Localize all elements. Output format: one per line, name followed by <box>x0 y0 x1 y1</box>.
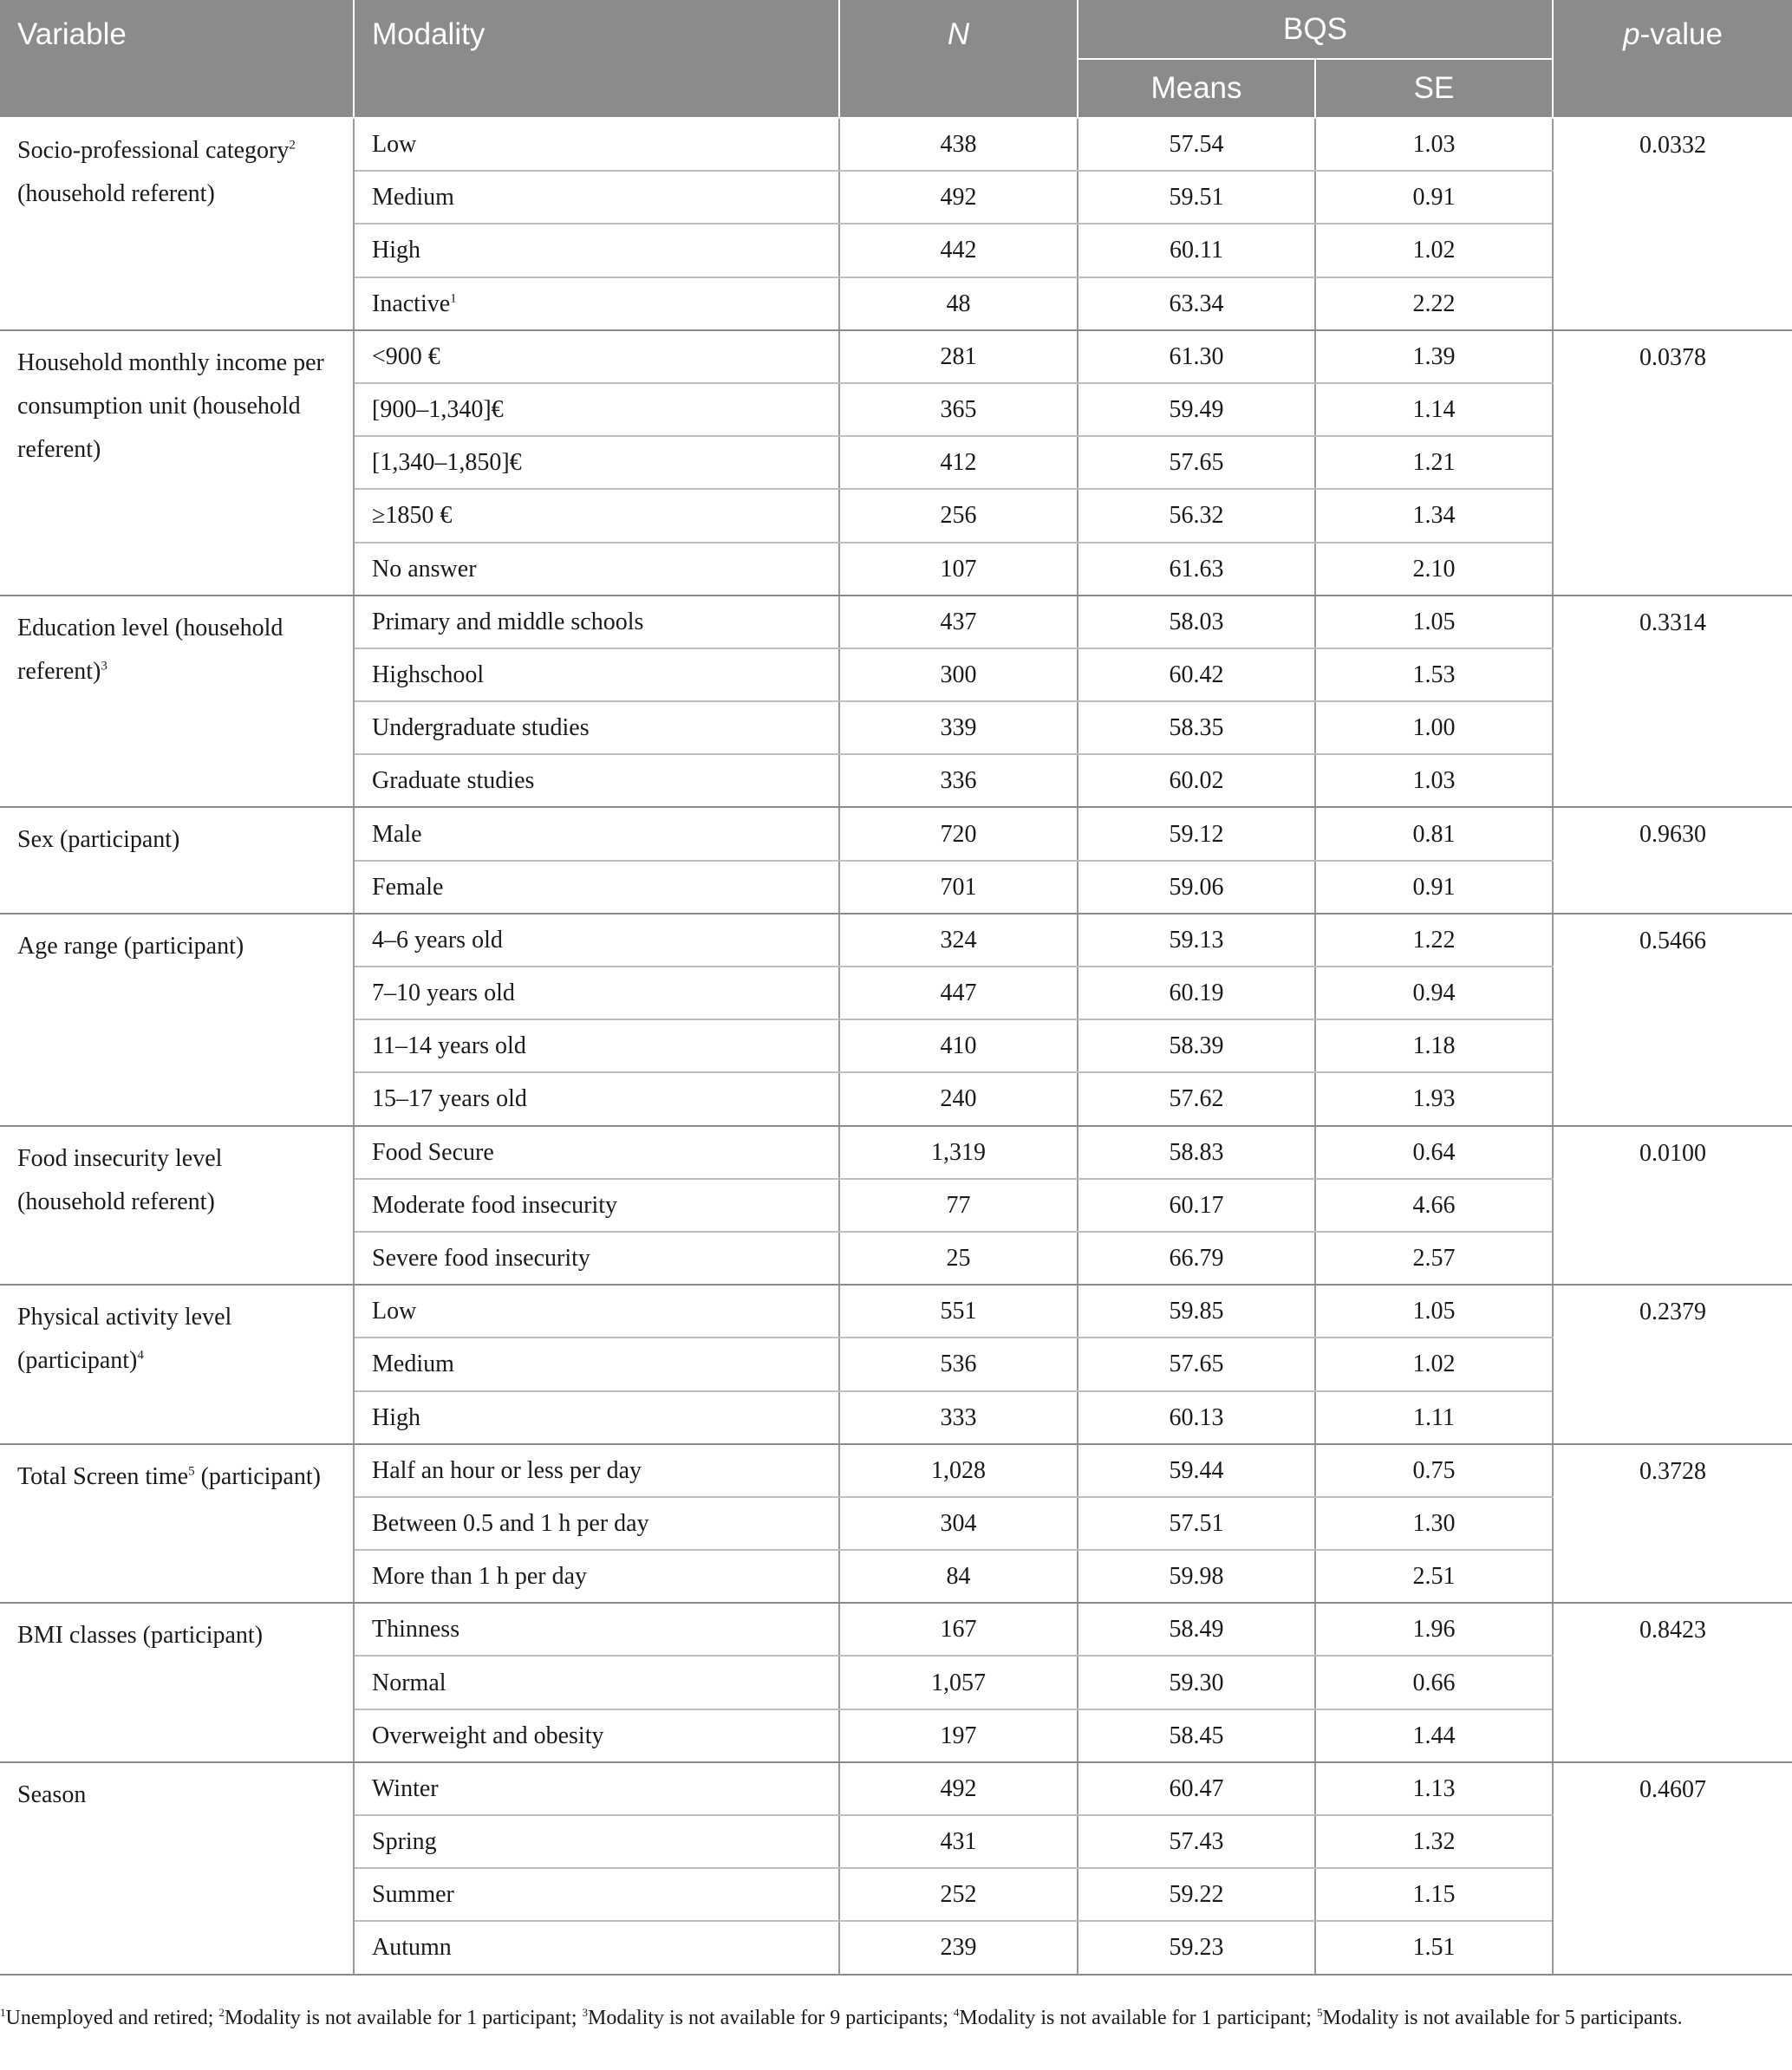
table-row <box>0 118 1792 171</box>
table-row <box>0 1444 1792 1497</box>
se-cell: 0.94 <box>1315 967 1553 1019</box>
se-cell: 0.66 <box>1315 1656 1553 1709</box>
variable-cell <box>0 596 354 808</box>
se-cell: 1.14 <box>1315 383 1553 436</box>
modality-cell <box>354 1868 839 1921</box>
mean-cell: 59.85 <box>1078 1285 1315 1338</box>
p-value-cell: 0.4607 <box>1553 1762 1792 1975</box>
variable-label-tail: (household referent) <box>17 180 215 207</box>
modality-cell <box>354 277 839 330</box>
modality-label: High <box>372 1403 420 1431</box>
se-cell: 1.51 <box>1315 1921 1553 1974</box>
modality-label: 4–6 years old <box>372 926 503 954</box>
table-row <box>0 914 1792 967</box>
modality-cell <box>354 1179 839 1232</box>
modality-cell <box>354 914 839 967</box>
n-cell: 324 <box>839 914 1078 967</box>
modality-cell <box>354 436 839 489</box>
variable-cell <box>0 1603 354 1762</box>
footnote-marker: 4 <box>953 2006 960 2019</box>
mean-cell: 66.79 <box>1078 1232 1315 1285</box>
table-row <box>0 1762 1792 1815</box>
mean-cell: 59.22 <box>1078 1868 1315 1921</box>
footnote-marker: 1 <box>0 2006 6 2019</box>
mean-cell: 58.49 <box>1078 1603 1315 1656</box>
header-n: N <box>839 0 1078 118</box>
variable-label: Total Screen time <box>17 1462 189 1490</box>
n-cell: 167 <box>839 1603 1078 1656</box>
mean-cell: 58.45 <box>1078 1709 1315 1762</box>
se-cell: 2.10 <box>1315 543 1553 596</box>
mean-cell: 58.35 <box>1078 701 1315 754</box>
mean-cell: 56.32 <box>1078 489 1315 542</box>
mean-cell: 60.42 <box>1078 648 1315 701</box>
table-body <box>0 118 1792 1975</box>
modality-cell <box>354 1072 839 1125</box>
modality-cell <box>354 1762 839 1815</box>
n-cell: 25 <box>839 1232 1078 1285</box>
mean-cell: 59.13 <box>1078 914 1315 967</box>
modality-label: Primary and middle schools <box>372 608 644 635</box>
se-cell: 2.57 <box>1315 1232 1553 1285</box>
modality-label: Half an hour or less per day <box>372 1456 642 1484</box>
mean-cell: 58.83 <box>1078 1126 1315 1179</box>
table-row <box>0 1603 1792 1656</box>
se-cell: 0.91 <box>1315 861 1553 914</box>
footnote-text: Modality is not available for 1 participant; <box>959 2007 1317 2029</box>
se-cell: 1.13 <box>1315 1762 1553 1815</box>
modality-cell <box>354 330 839 383</box>
modality-label: Food Secure <box>372 1138 494 1166</box>
header-se: SE <box>1315 59 1553 118</box>
mean-cell: 57.54 <box>1078 118 1315 171</box>
modality-label: Normal <box>372 1669 446 1696</box>
modality-label: 11–14 years old <box>372 1032 526 1060</box>
mean-cell: 59.30 <box>1078 1656 1315 1709</box>
n-cell: 492 <box>839 1762 1078 1815</box>
n-cell: 240 <box>839 1072 1078 1125</box>
modality-cell <box>354 701 839 754</box>
footnote-text: Unemployed and retired; <box>5 2007 219 2029</box>
mean-cell: 59.98 <box>1078 1550 1315 1603</box>
p-value-cell: 0.2379 <box>1553 1285 1792 1444</box>
modality-label: Highschool <box>372 661 485 688</box>
modality-label: [1,340–1,850]€ <box>372 449 522 477</box>
modality-label: 7–10 years old <box>372 980 515 1007</box>
se-cell: 1.34 <box>1315 489 1553 542</box>
mean-cell: 57.65 <box>1078 1338 1315 1390</box>
modality-label: 15–17 years old <box>372 1085 527 1113</box>
modality-cell <box>354 861 839 914</box>
modality-label: Undergraduate studies <box>372 714 590 742</box>
n-cell: 336 <box>839 754 1078 807</box>
mean-cell: 61.63 <box>1078 543 1315 596</box>
modality-label: Female <box>372 873 444 901</box>
n-cell: 1,057 <box>839 1656 1078 1709</box>
n-cell: 365 <box>839 383 1078 436</box>
n-cell: 304 <box>839 1497 1078 1550</box>
table-row <box>0 596 1792 648</box>
modality-cell <box>354 1709 839 1762</box>
n-cell: 410 <box>839 1019 1078 1072</box>
n-cell: 437 <box>839 596 1078 648</box>
se-cell: 1.11 <box>1315 1391 1553 1444</box>
variable-cell <box>0 1762 354 1975</box>
modality-label: Inactive <box>372 290 451 317</box>
mean-cell: 60.19 <box>1078 967 1315 1019</box>
n-cell: 333 <box>839 1391 1078 1444</box>
variable-cell <box>0 1126 354 1286</box>
p-value-cell: 0.5466 <box>1553 914 1792 1126</box>
footnote-marker: 3 <box>101 659 108 674</box>
n-cell: 339 <box>839 701 1078 754</box>
p-value-cell: 0.8423 <box>1553 1603 1792 1762</box>
header-bqs: BQS <box>1078 0 1553 59</box>
mean-cell: 63.34 <box>1078 277 1315 330</box>
variable-cell <box>0 1444 354 1604</box>
header-p-rest: -value <box>1639 17 1723 51</box>
mean-cell: 58.39 <box>1078 1019 1315 1072</box>
se-cell: 1.15 <box>1315 1868 1553 1921</box>
mean-cell: 60.17 <box>1078 1179 1315 1232</box>
se-cell: 4.66 <box>1315 1179 1553 1232</box>
se-cell: 0.75 <box>1315 1444 1553 1497</box>
n-cell: 1,028 <box>839 1444 1078 1497</box>
p-value-cell: 0.0378 <box>1553 330 1792 596</box>
se-cell: 2.51 <box>1315 1550 1553 1603</box>
se-cell: 1.32 <box>1315 1815 1553 1868</box>
modality-cell <box>354 1285 839 1338</box>
modality-label: Severe food insecurity <box>372 1245 590 1273</box>
modality-label: Graduate studies <box>372 767 535 795</box>
p-value-cell: 0.0332 <box>1553 118 1792 330</box>
modality-label: [900–1,340]€ <box>372 396 504 424</box>
n-cell: 412 <box>839 436 1078 489</box>
footnote-marker: 1 <box>450 291 457 306</box>
modality-cell <box>354 1497 839 1550</box>
n-cell: 1,319 <box>839 1126 1078 1179</box>
n-cell: 431 <box>839 1815 1078 1868</box>
mean-cell: 60.02 <box>1078 754 1315 807</box>
se-cell: 1.53 <box>1315 648 1553 701</box>
se-cell: 1.05 <box>1315 596 1553 648</box>
modality-label: High <box>372 237 420 264</box>
n-cell: 492 <box>839 171 1078 224</box>
modality-label: Low <box>372 131 417 159</box>
modality-cell <box>354 1921 839 1974</box>
mean-cell: 58.03 <box>1078 596 1315 648</box>
mean-cell: 60.47 <box>1078 1762 1315 1815</box>
modality-cell <box>354 1232 839 1285</box>
variable-label-tail: (participant) <box>200 1462 321 1490</box>
modality-label: Spring <box>372 1828 437 1856</box>
modality-cell <box>354 1444 839 1497</box>
mean-cell: 61.30 <box>1078 330 1315 383</box>
se-cell: 0.91 <box>1315 171 1553 224</box>
header-modality: Modality <box>354 0 839 118</box>
modality-cell <box>354 967 839 1019</box>
se-cell: 1.02 <box>1315 1338 1553 1390</box>
modality-label: Autumn <box>372 1934 452 1962</box>
modality-label: Medium <box>372 184 454 212</box>
se-cell: 1.02 <box>1315 224 1553 277</box>
variable-cell <box>0 330 354 596</box>
n-cell: 536 <box>839 1338 1078 1390</box>
modality-label: No answer <box>372 555 477 583</box>
n-cell: 447 <box>839 967 1078 1019</box>
modality-cell <box>354 807 839 860</box>
modality-cell <box>354 648 839 701</box>
n-cell: 77 <box>839 1179 1078 1232</box>
modality-label: Between 0.5 and 1 h per day <box>372 1509 649 1537</box>
se-cell: 1.30 <box>1315 1497 1553 1550</box>
se-cell: 1.05 <box>1315 1285 1553 1338</box>
se-cell: 0.81 <box>1315 807 1553 860</box>
modality-label: Low <box>372 1298 417 1325</box>
modality-label: Winter <box>372 1774 439 1802</box>
modality-cell <box>354 118 839 171</box>
modality-label: Thinness <box>372 1616 460 1644</box>
n-cell: 107 <box>839 543 1078 596</box>
mean-cell: 59.12 <box>1078 807 1315 860</box>
footnote-marker: 4 <box>137 1348 144 1363</box>
mean-cell: 59.44 <box>1078 1444 1315 1497</box>
se-cell: 1.00 <box>1315 701 1553 754</box>
n-cell: 239 <box>839 1921 1078 1974</box>
variable-label: Physical activity level (participant) <box>17 1304 232 1375</box>
variable-label: BMI classes (participant) <box>17 1622 264 1650</box>
modality-cell <box>354 596 839 648</box>
footnote-text: Modality is not available for 9 participants; <box>587 2007 954 2029</box>
variable-cell <box>0 914 354 1126</box>
se-cell: 1.22 <box>1315 914 1553 967</box>
n-cell: 48 <box>839 277 1078 330</box>
modality-label: Summer <box>372 1881 454 1909</box>
n-cell: 256 <box>839 489 1078 542</box>
mean-cell: 57.62 <box>1078 1072 1315 1125</box>
modality-cell <box>354 1391 839 1444</box>
se-cell: 1.39 <box>1315 330 1553 383</box>
header-p-italic: p <box>1623 17 1640 51</box>
mean-cell: 59.49 <box>1078 383 1315 436</box>
mean-cell: 60.13 <box>1078 1391 1315 1444</box>
variable-cell <box>0 1285 354 1444</box>
modality-cell <box>354 1603 839 1656</box>
n-cell: 197 <box>839 1709 1078 1762</box>
mean-cell: 59.23 <box>1078 1921 1315 1974</box>
mean-cell: 57.43 <box>1078 1815 1315 1868</box>
modality-cell <box>354 224 839 277</box>
p-value-cell: 0.0100 <box>1553 1126 1792 1286</box>
modality-label: Moderate food insecurity <box>372 1191 618 1219</box>
header-variable: Variable <box>0 0 354 118</box>
header-means: Means <box>1078 59 1315 118</box>
modality-cell <box>354 489 839 542</box>
footnote-marker: 2 <box>289 138 296 153</box>
footnote-marker: 2 <box>218 2006 225 2019</box>
se-cell: 1.21 <box>1315 436 1553 489</box>
variable-cell <box>0 118 354 330</box>
mean-cell: 60.11 <box>1078 224 1315 277</box>
se-cell: 2.22 <box>1315 277 1553 330</box>
modality-label: ≥1850 € <box>372 502 453 530</box>
p-value-cell: 0.3728 <box>1553 1444 1792 1604</box>
n-cell: 701 <box>839 861 1078 914</box>
modality-cell <box>354 171 839 224</box>
mean-cell: 57.65 <box>1078 436 1315 489</box>
se-cell: 1.96 <box>1315 1603 1553 1656</box>
modality-label: <900 € <box>372 342 440 370</box>
table-header <box>0 0 1792 118</box>
modality-label: Overweight and obesity <box>372 1722 604 1749</box>
variable-label: Age range (participant) <box>17 932 244 960</box>
n-cell: 438 <box>839 118 1078 171</box>
se-cell: 1.03 <box>1315 754 1553 807</box>
n-cell: 281 <box>839 330 1078 383</box>
table-row <box>0 807 1792 860</box>
modality-cell <box>354 383 839 436</box>
table-row <box>0 1285 1792 1338</box>
footnote-marker: 5 <box>1316 2006 1323 2019</box>
p-value-cell: 0.3314 <box>1553 596 1792 808</box>
footnote-text: Modality is not available for 5 participants. <box>1322 2007 1683 2029</box>
table-footnote <box>0 2002 1769 2034</box>
variable-cell <box>0 807 354 913</box>
modality-cell <box>354 1815 839 1868</box>
variable-label: Household monthly income per consumption unit (household referent) <box>17 348 324 463</box>
se-cell: 0.64 <box>1315 1126 1553 1179</box>
n-cell: 720 <box>839 807 1078 860</box>
se-cell: 1.18 <box>1315 1019 1553 1072</box>
table-row <box>0 1126 1792 1179</box>
modality-label: Male <box>372 820 422 848</box>
modality-cell <box>354 754 839 807</box>
footnote-text: Modality is not available for 1 participant; <box>224 2007 583 2029</box>
variable-label: Food insecurity level (household referent) <box>17 1144 223 1215</box>
variable-label: Season <box>17 1780 87 1808</box>
n-cell: 551 <box>839 1285 1078 1338</box>
mean-cell: 59.06 <box>1078 861 1315 914</box>
n-cell: 252 <box>839 1868 1078 1921</box>
se-cell: 1.03 <box>1315 118 1553 171</box>
n-cell: 300 <box>839 648 1078 701</box>
table-row <box>0 330 1792 383</box>
variable-label: Education level (household referent) <box>17 614 283 685</box>
variable-label: Sex (participant) <box>17 826 180 854</box>
n-cell: 442 <box>839 224 1078 277</box>
variable-label: Socio-professional category <box>17 137 290 164</box>
modality-cell <box>354 1126 839 1179</box>
modality-cell <box>354 543 839 596</box>
modality-label: More than 1 h per day <box>372 1563 588 1591</box>
footnote-marker: 3 <box>582 2006 588 2019</box>
se-cell: 1.93 <box>1315 1072 1553 1125</box>
header-p-value <box>1553 0 1792 118</box>
modality-cell <box>354 1550 839 1603</box>
mean-cell: 59.51 <box>1078 171 1315 224</box>
se-cell: 1.44 <box>1315 1709 1553 1762</box>
n-cell: 84 <box>839 1550 1078 1603</box>
modality-label: Medium <box>372 1351 454 1378</box>
modality-cell <box>354 1338 839 1390</box>
footnote-marker: 5 <box>188 1464 195 1479</box>
modality-cell <box>354 1019 839 1072</box>
p-value-cell: 0.9630 <box>1553 807 1792 913</box>
modality-cell <box>354 1656 839 1709</box>
mean-cell: 57.51 <box>1078 1497 1315 1550</box>
